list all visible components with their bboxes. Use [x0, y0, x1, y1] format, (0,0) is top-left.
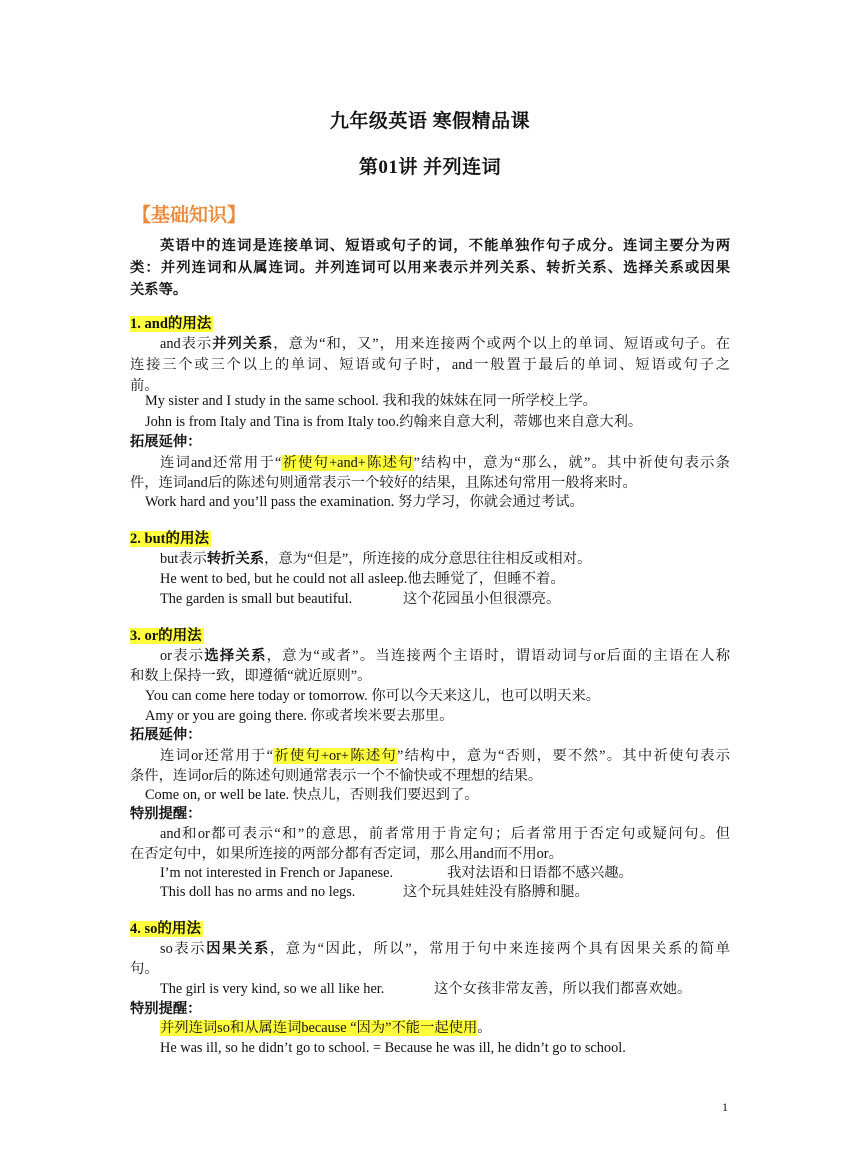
and-example-3: Work hard and you’ll pass the examination. 努力学习，你就会通过考试。 — [145, 494, 584, 510]
but-example-2: The garden is small but beautiful. 这个花园虽小但很漂亮。 — [160, 591, 561, 607]
so-note-label: 特别提醒： — [130, 1001, 202, 1017]
intro-line-1: 英语中的连词是连接单词、短语或句子的词，不能单独作句子成分。连词主要分为两 — [160, 238, 730, 254]
or-note-line-1: and和or都可表示“和”的意思，前者常用于肯定句；后者常用于否定句或疑问句。但 — [160, 826, 730, 842]
but-line-1: but表示转折关系，意为“但是”，所连接的成分意思往往相反或相对。 — [160, 551, 592, 567]
or-note-line-2: 在否定句中，如果所连接的两部分都有否定词，那么用and而不用or。 — [130, 846, 563, 862]
and-extension-line-1: 连词and还常用于“祈使句+and+陈述句”结构中，意为“那么，就”。其中祈使句表示条 — [160, 455, 730, 471]
so-note-line-1: 并列连词so和从属连词because “因为”不能一起使用。 — [160, 1020, 492, 1036]
or-example-5: This doll has no arms and no legs. 这个玩具娃娃没有胳膊和腿。 — [160, 884, 589, 900]
or-extension-line-2: 条件，连词or后的陈述句则通常表示一个不愉快或不理想的结果。 — [130, 768, 543, 784]
and-example-1: My sister and I study in the same school. 我和我的妹妹在同一所学校上学。 — [145, 393, 597, 409]
so-line-2: 句。 — [130, 961, 159, 977]
section-heading: 【基础知识】 — [132, 204, 247, 226]
course-title: 九年级英语 寒假精品课 — [329, 111, 531, 132]
or-line-2: 和数上保持一致，即遵循“就近原则”。 — [130, 668, 372, 684]
so-line-1: so表示因果关系，意为“因此，所以”，常用于句中来连接两个具有因果关系的简单 — [160, 941, 730, 957]
and-line-3: 前。 — [130, 378, 159, 394]
or-extension-line-1: 连词or还常用于“祈使句+or+陈述句”结构中，意为“否则，要不然”。其中祈使句表示 — [160, 748, 730, 764]
intro-line-3: 关系等。 — [130, 282, 188, 298]
intro-line-2: 类：并列连词和从属连词。并列连词可以用来表示并列关系、转折关系、选择关系或因果 — [130, 260, 730, 276]
and-line-2: 连接三个或三个以上的单词、短语或句子时，and一般置于最后的单词、短语或句子之 — [130, 357, 730, 373]
so-example-2: He was ill, so he didn’t go to school. = Because he was ill, he didn’t go to school. — [160, 1040, 626, 1056]
so-example-1: The girl is very kind, so we all like her. 这个女孩非常友善，所以我们都喜欢她。 — [160, 981, 692, 997]
or-note-label: 特别提醒： — [130, 806, 202, 822]
or-heading: 3. or的用法 — [130, 628, 202, 644]
page-number: 1 — [722, 1100, 728, 1114]
and-extension-line-2: 件，连词and后的陈述句则通常表示一个较好的结果，且陈述句常用一般将来时。 — [130, 475, 637, 491]
but-example-1: He went to bed, but he could not all asleep.他去睡觉了，但睡不着。 — [160, 571, 565, 587]
and-example-2: John is from Italy and Tina is from Italy too.约翰来自意大利，蒂娜也来自意大利。 — [145, 414, 643, 430]
and-heading: 1. and的用法 — [130, 316, 212, 332]
or-example-1: You can come here today or tomorrow. 你可以今天来这儿，也可以明天来。 — [145, 688, 601, 704]
and-line-1: and表示并列关系，意为“和，又”，用来连接两个或两个以上的单词、短语或句子。在 — [160, 336, 730, 352]
lecture-title: 第01讲 并列连词 — [358, 157, 502, 178]
or-example-2: Amy or you are going there. 你或者埃米要去那里。 — [145, 708, 454, 724]
and-extension-label: 拓展延伸： — [130, 434, 202, 450]
or-example-3: Come on, or well be late. 快点儿，否则我们要迟到了。 — [145, 787, 479, 803]
or-line-1: or表示选择关系，意为“或者”。当连接两个主语时，谓语动词与or后面的主语在人称 — [160, 648, 730, 664]
so-heading: 4. so的用法 — [130, 921, 201, 937]
or-example-4: I’m not interested in French or Japanese. 我对法语和日语都不感兴趣。 — [160, 865, 633, 881]
but-heading: 2. but的用法 — [130, 531, 209, 547]
or-extension-label: 拓展延伸： — [130, 727, 202, 743]
